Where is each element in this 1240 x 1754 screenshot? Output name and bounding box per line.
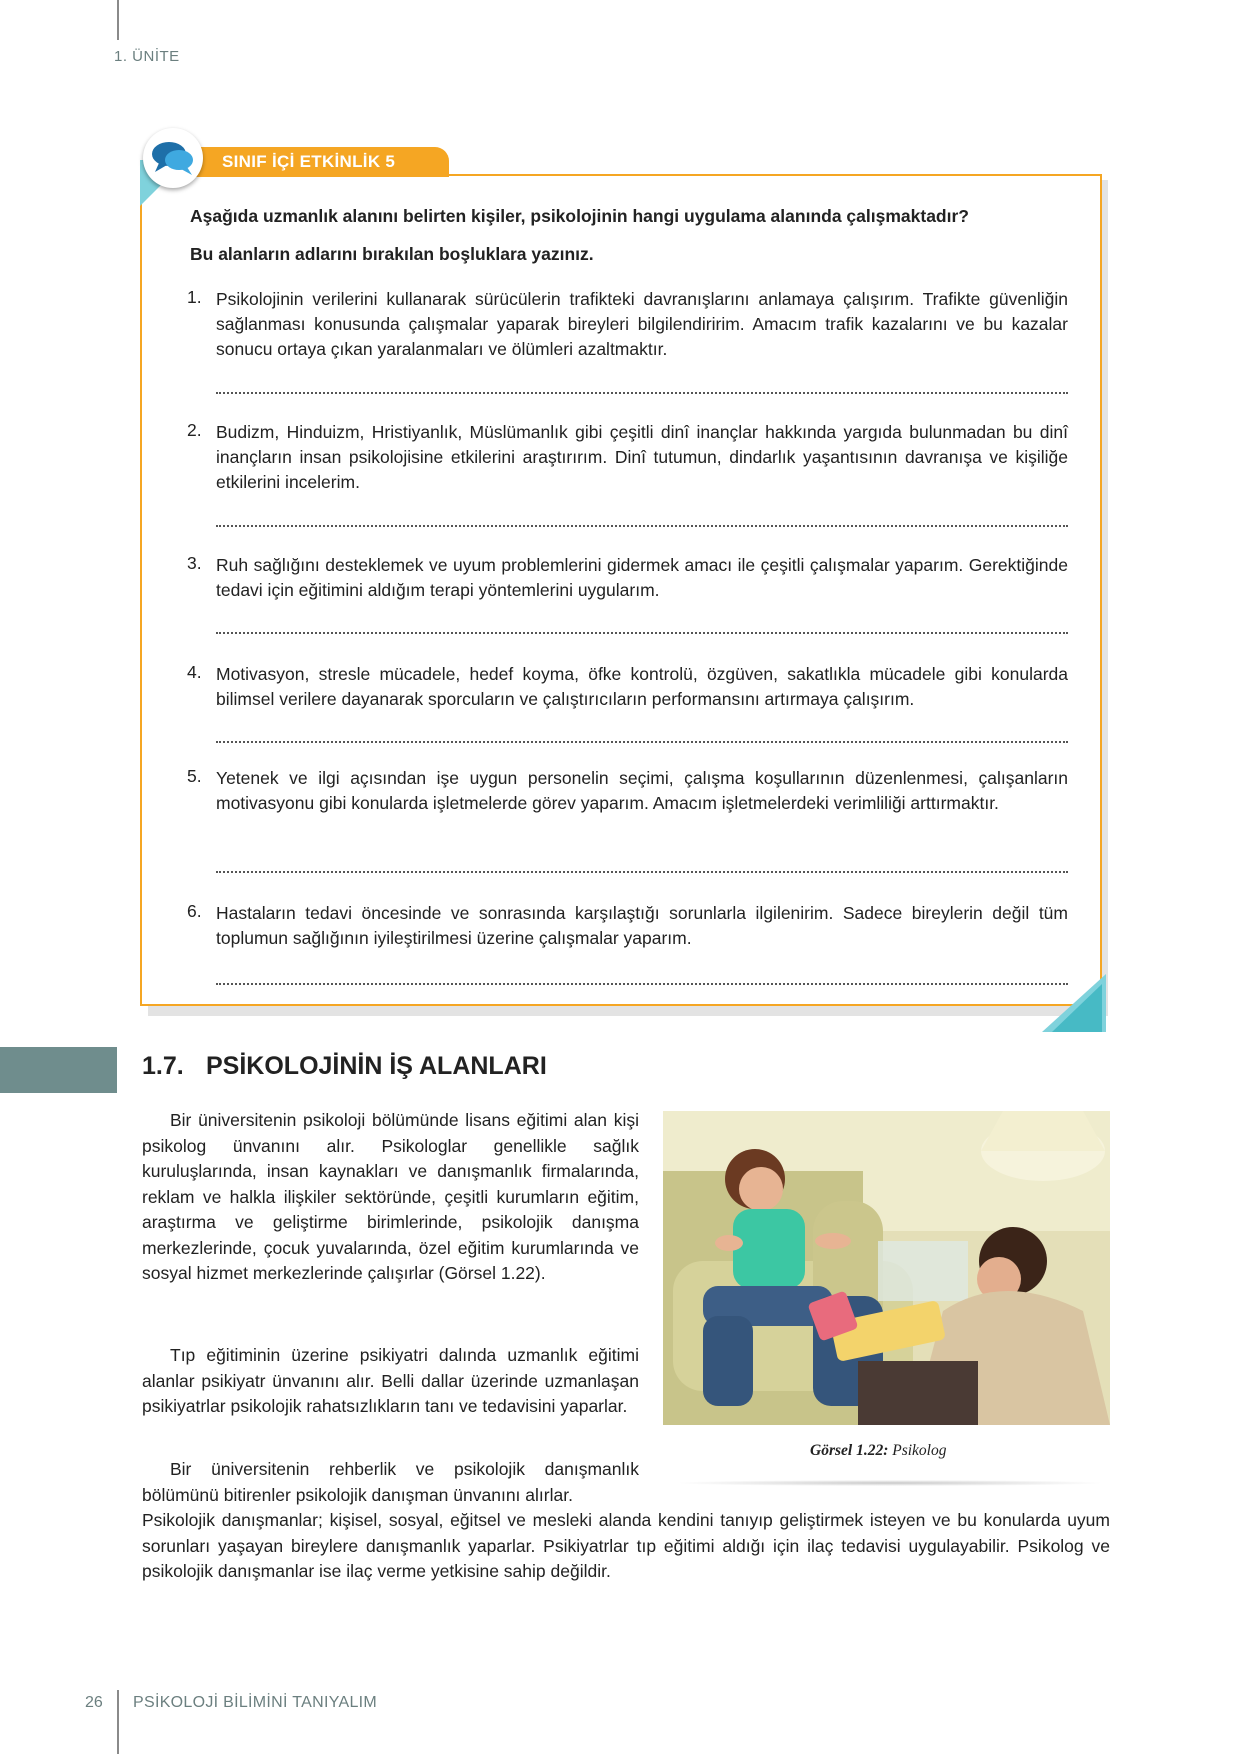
paragraph: Bir üniversitenin rehberlik ve psikolojik danışmanlık bölümünü bitirenler psikolojik danışman ünvanını alırlar.	[142, 1459, 639, 1505]
footer-title: PSİKOLOJİ BİLİMİNİ TANIYALIM	[133, 1694, 378, 1711]
question-text: Psikolojinin verilerini kullanarak sürücülerin trafikteki davranışlarını anlamaya çalışırım. Trafikte güvenliğin sağlanması konusunda çalışmalar yaparak bireyleri bilgilendiririm. Amacım trafik kazalarını ve bu kazalar sonucu ortaya çıkan yaralanmaları ve ölümleri azaltmaktır.	[216, 289, 1068, 359]
header-rule	[117, 0, 119, 40]
caption-label: Görsel 1.22:	[810, 1442, 889, 1459]
answer-blank[interactable]	[216, 871, 1068, 873]
caption-divider	[680, 1480, 1100, 1486]
question-number: 3.	[187, 553, 202, 573]
answer-blank[interactable]	[216, 392, 1068, 394]
paragraph: Psikolojik danışmanlar; kişisel, sosyal, eğitsel ve mesleki alanda kendini tanıyıp geliştirmek isteyen ve bu konularda uyum sorunları yaşayan bireylere danışmanlık yaparlar. Psikiyatrlar tıp eğitimi aldığı için ilaç tedavisi uygulayabilir. Psikolog ve psikolojik danışmanlar ise ilaç verme yetkisine sahip değildir.	[142, 1510, 1110, 1581]
page-number: 26	[85, 1694, 103, 1711]
question-number: 5.	[187, 766, 202, 786]
question-text: Budizm, Hinduizm, Hristiyanlık, Müslümanlık gibi çeşitli dinî inançlar hakkında yargıda bulunmadan bu dinî inançların insan psikolojisine etkilerini araştırırım. Dinî tutumun, dindarlık yaşantısının davranışa ve kişiliğe etkilerini incelerim.	[216, 422, 1068, 492]
figure-caption	[810, 1442, 946, 1460]
chat-bubbles-icon	[143, 128, 203, 188]
caption-text: Psikolog	[892, 1442, 947, 1459]
answer-blank[interactable]	[216, 741, 1068, 743]
unit-label: 1. ÜNİTE	[114, 48, 180, 65]
activity-title: SINIF İÇİ ETKİNLİK 5	[222, 152, 396, 171]
section-title: PSİKOLOJİNİN İŞ ALANLARI	[206, 1052, 547, 1080]
paragraph: Tıp eğitiminin üzerine psikiyatri dalında uzmanlık eğitimi alanlar psikiyatr ünvanını alır. Belli dallar üzerinde uzmanlaşan psikiyatrlar psikolojik rahatsızlıkların tanı ve tedavisini yaparlar.	[142, 1345, 639, 1416]
section-marker	[0, 1047, 117, 1093]
question-text: Motivasyon, stresle mücadele, hedef koyma, öfke kontrolü, özgüven, sakatlıkla mücadele gibi konularda bilimsel verilere dayanarak sporcuların ve çalıştırıcıların performansını artırmaya çalışırım.	[216, 664, 1068, 709]
answer-blank[interactable]	[216, 632, 1068, 634]
section-number: 1.7.	[142, 1052, 184, 1080]
question-number: 2.	[187, 420, 202, 440]
question-number: 4.	[187, 662, 202, 682]
question-text: Ruh sağlığını desteklemek ve uyum problemlerini gidermek amacı ile çeşitli çalışmalar yaparım. Gerektiğinde tedavi için eğitimini aldığım terapi yöntemlerini uygularım.	[216, 555, 1068, 600]
question-number: 1.	[187, 287, 202, 307]
answer-blank[interactable]	[216, 983, 1068, 985]
corner-decoration	[1052, 984, 1102, 1032]
question-text: Hastaların tedavi öncesinde ve sonrasında karşılaştığı sorunlarla ilgilenirim. Sadece bireylerin değil tüm toplumun sağlığının iyileştirilmesi üzerine çalışmalar yaparım.	[216, 903, 1068, 948]
footer-rule	[117, 1690, 119, 1754]
paragraph: Bir üniversitenin psikoloji bölümünde lisans eğitimi alan kişi psikolog ünvanını alır. Psikologlar genellikle sağlık kuruluşlarında, insan kaynakları ve danışmanlık firmalarında, reklam ve halkla ilişkiler sektöründe, çeşitli kurumların eğitim, araştırma ve geliştirme birimlerinde, psikolojik danışma merkezlerinde, çocuk yuvalarında, özel eğitim kurumlarında ve sosyal hizmet merkezlerinde çalışırlar (Görsel 1.22).	[142, 1110, 639, 1283]
activity-instruction: Bu alanların adlarını bırakılan boşluklara yazınız.	[190, 244, 594, 264]
question-number: 6.	[187, 901, 202, 921]
question-text: Yetenek ve ilgi açısından işe uygun personelin seçimi, çalışma koşullarının düzenlenmesi, çalışanların motivasyonu gibi konularda işletmelerde görev yaparım. Amacım işletmelerdeki verimliliği arttırmaktır.	[216, 768, 1068, 813]
activity-instruction: Aşağıda uzmanlık alanını belirten kişiler, psikolojinin hangi uygulama alanında çalışmaktadır?	[190, 206, 969, 226]
answer-blank[interactable]	[216, 525, 1068, 527]
psychologist-photo	[663, 1111, 1110, 1425]
